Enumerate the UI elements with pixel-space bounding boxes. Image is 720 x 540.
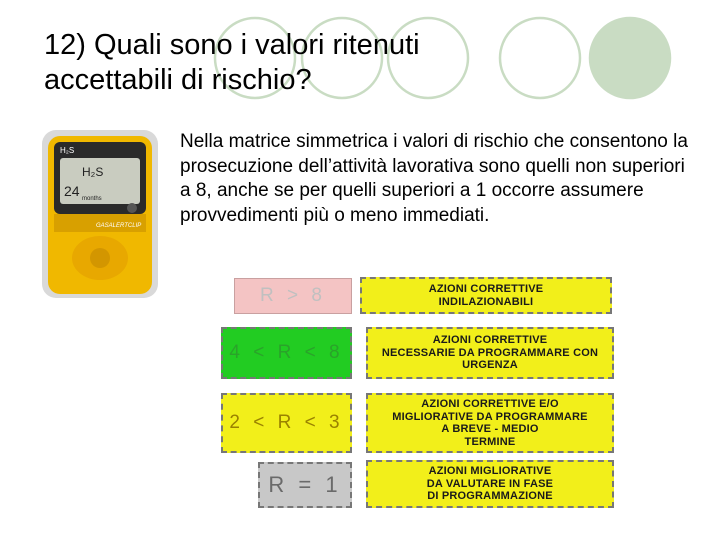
risk-level-label-text: R = 1	[268, 472, 342, 497]
device-screen-value: 24	[64, 183, 80, 199]
risk-level-label-4-r-8	[221, 327, 352, 379]
risk-action-r-gt-8	[360, 277, 612, 314]
gas-detector-image	[34, 128, 164, 303]
risk-level-label-2-r-3	[221, 393, 352, 453]
device-screen-unit: months	[82, 196, 102, 202]
device-brand: GASALERTCLIP	[96, 223, 142, 229]
risk-level-label-r-gt-8	[234, 278, 352, 314]
risk-level-label-text: R > 8	[260, 285, 326, 306]
slide-title: 12) Quali sono i valori ritenuti accettabili di rischio?	[44, 29, 420, 96]
risk-level-label-text: 2 < R < 3	[229, 412, 344, 433]
risk-action-text: AZIONI CORRETTIVE E/O MIGLIORATIVE DA PROGRAMMARE A BREVE - MEDIO TERMINE	[392, 398, 588, 448]
risk-action-text: AZIONI MIGLIORATIVE DA VALUTARE IN FASE DI PROGRAMMAZIONE	[426, 465, 554, 503]
risk-action-text: AZIONI CORRETTIVE INDILAZIONABILI	[428, 283, 544, 308]
slide-body-text: Nella matrice simmetrica i valori di rischio che consentono la prosecuzione dell’attività lavorativa sono quelli non superiori a 8, anche se per quelli superiori a 1 occorre assumere provvedimenti più o meno immediati.	[180, 131, 688, 226]
device-gas-label: H₂S	[60, 146, 75, 155]
risk-action-r-1	[366, 460, 614, 508]
risk-action-4-r-8	[366, 327, 614, 379]
risk-level-label-r-1	[258, 462, 352, 508]
risk-level-label-text: 4 < R < 8	[229, 342, 344, 363]
device-screen-gas: H₂S	[82, 165, 104, 179]
risk-action-text: AZIONI CORRETTIVE NECESSARIE DA PROGRAMMARE CON URGENZA	[381, 334, 599, 372]
risk-action-2-r-3	[366, 393, 614, 453]
